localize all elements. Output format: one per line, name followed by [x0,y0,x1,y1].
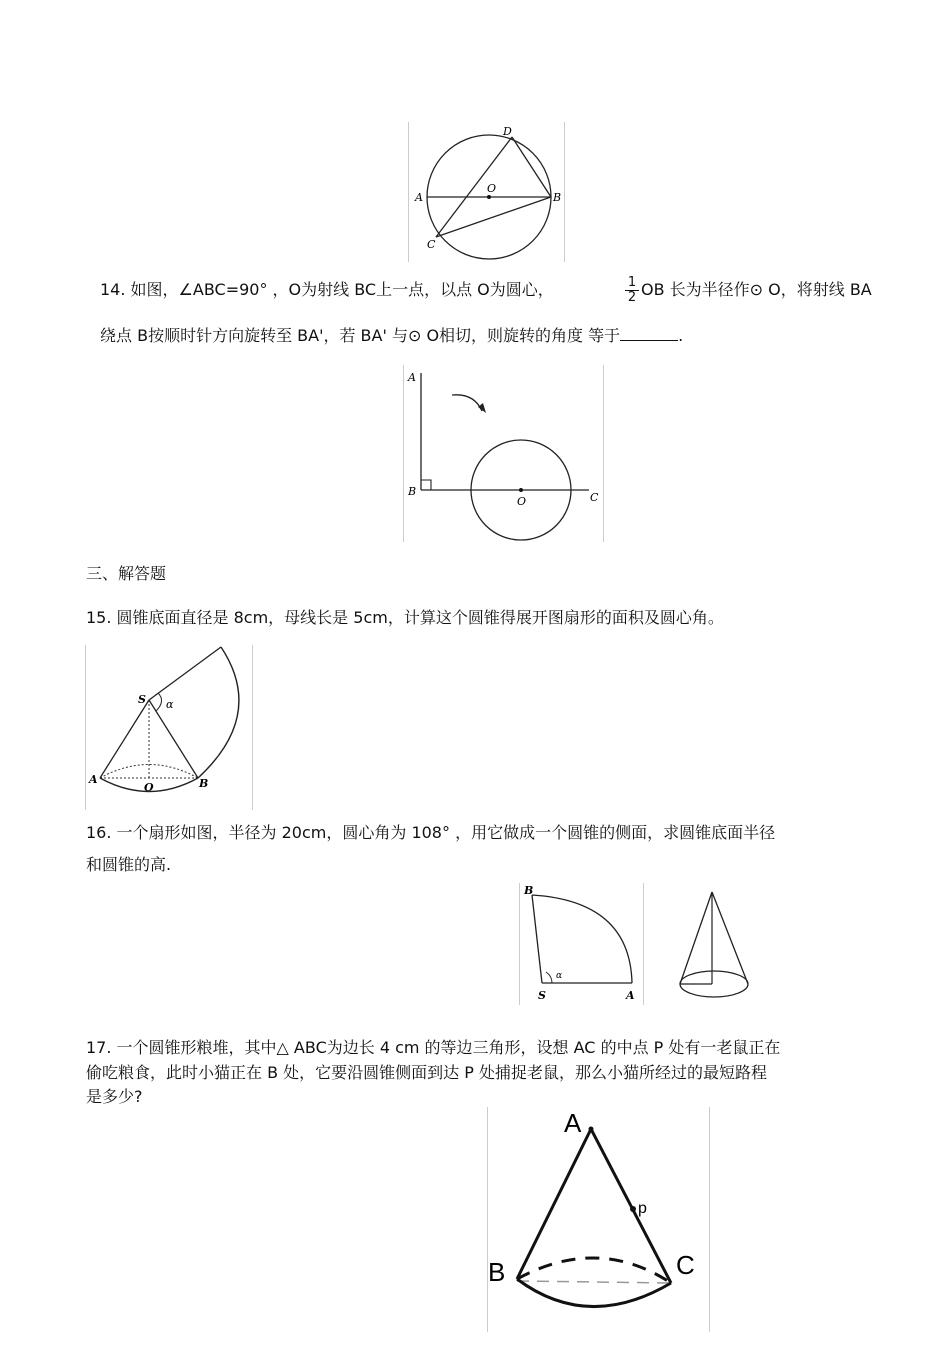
angle-arc [546,972,552,983]
label-b: B [524,884,534,897]
q14-line2 [100,326,683,346]
label-a: A [408,371,416,384]
diameter-bc [517,1281,671,1283]
section-heading: 三、解答题 [86,564,167,583]
chord-cd [436,137,512,237]
q14-line1b: OB 长为半径作⊙ O，将射线 BA [641,280,872,299]
q16-line2: 和圆锥的高. [86,855,172,874]
chord-cb [436,197,551,237]
label-o: O [487,182,497,195]
label-a: A [564,1108,582,1138]
point-a [589,1127,594,1132]
sector-edge [149,647,221,700]
label-c: C [590,491,599,504]
figure-tangent-rotation [403,365,604,542]
label-c: C [427,238,436,251]
label-alpha: α [166,698,174,711]
base-back [517,1258,671,1283]
arrow-head [478,403,486,413]
cone-left-edge [680,892,712,984]
center-point [487,195,491,199]
sector-arc [532,895,632,983]
label-b: B [488,1257,506,1287]
label-b: B [199,777,209,790]
label-a: A [415,191,423,204]
label-a: A [89,773,98,786]
sector-arc [198,647,239,778]
label-c: C [676,1250,695,1280]
q14-line2-end: . [678,326,684,345]
label-d: D [503,125,512,138]
q14-line1a: 14. 如图，∠ABC=90° ，O为射线 BC上一点，以点 O为圆心， [100,280,554,299]
q14-fraction [625,276,639,305]
cone-sector-svg [86,645,252,810]
q14-line2-text: 绕点 B按顺时针方向旋转至 BA'，若 BA' 与⊙ O相切，则旋转的角度 等于 [100,326,621,345]
cone-right-edge [712,892,748,984]
label-o: O [517,495,527,508]
label-o: O [144,781,154,794]
base-back [100,765,198,779]
tangent-diagram-svg [404,365,603,542]
label-b: B [553,191,562,204]
figure-sector [519,883,644,1005]
label-s: S [538,989,546,1002]
label-p: p [638,1200,647,1217]
figure-circle-abcd [408,122,565,262]
angle-arc [156,693,162,711]
sector-svg [520,883,643,1005]
circle-diagram-svg [409,122,564,262]
point-p [630,1206,636,1212]
grain-cone-svg [488,1107,709,1332]
figure-grain-cone [487,1107,710,1332]
edge-ab [517,1129,591,1279]
frac-denominator: 2 [627,290,637,305]
label-alpha: α [556,971,563,981]
figure-cone-sector [85,645,253,810]
q17-line2: 偷吃粮食，此时小猫正在 B 处，它要沿圆锥侧面到达 P 处捕捉老鼠，那么小猫所经过的最短路程 [86,1063,767,1082]
answer-blank[interactable] [620,326,678,341]
slant-sb [149,700,198,778]
cone-svg [674,888,754,1003]
edge-ac [591,1129,671,1283]
q16-line1: 16. 一个扇形如图，半径为 20cm，圆心角为 108° ，用它做成一个圆锥的侧面，求圆锥底面半径 [86,823,776,842]
slant-sa [100,700,149,778]
chord-db [512,137,551,197]
label-b: B [408,485,417,498]
q17-line1: 17. 一个圆锥形粮堆，其中△ ABC为边长 4 cm 的等边三角形，设想 AC 的中点 P 处有一老鼠正在 [86,1038,781,1057]
center-point [519,488,523,492]
radius-sb [532,895,542,983]
right-angle-mark [421,480,431,490]
label-s: S [138,693,146,706]
rotation-arrow [452,395,482,411]
label-a: A [626,989,635,1002]
frac-numerator: 1 [625,276,639,291]
figure-cone [674,888,754,1003]
q15-text: 15. 圆锥底面直径是 8cm，母线长是 5cm，计算这个圆锥得展开图扇形的面积及圆心角。 [86,608,724,627]
q17-line3: 是多少? [86,1087,143,1106]
